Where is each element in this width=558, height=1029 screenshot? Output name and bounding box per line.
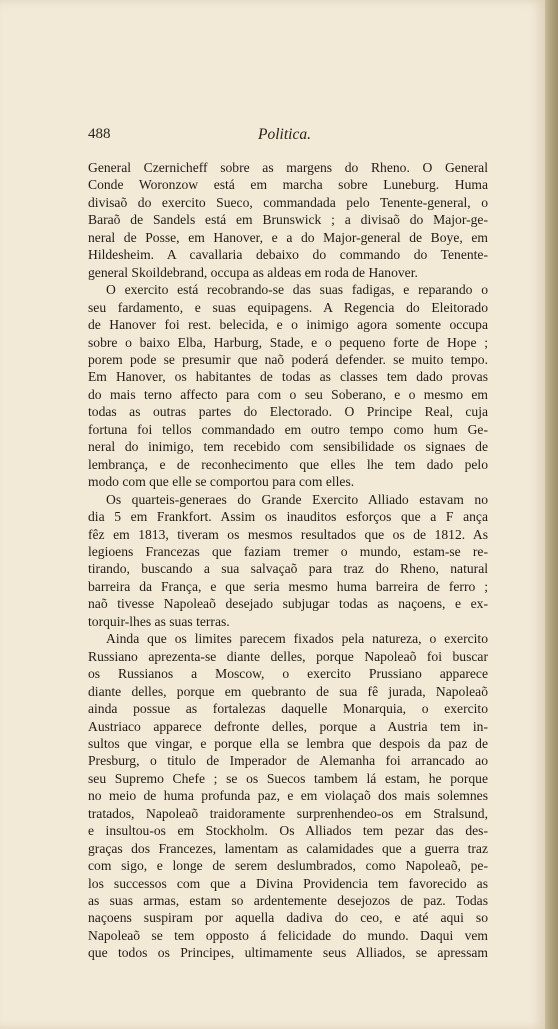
text-line: neral do inimigo, tem recebido com sensibilidade os signaes de — [88, 439, 488, 455]
page-number: 488 — [88, 126, 111, 142]
text-line: ainda possue as fortalezas daquelle Monarquia, o exercito — [88, 701, 488, 717]
page-header — [88, 126, 488, 148]
text-line: barreira da França, e que seria mesmo huma barreira de ferro ; — [88, 578, 488, 594]
text-line: sobre o baixo Elba, Harburg, Stade, e o pequeno forte de Hope ; — [88, 334, 488, 350]
text-line: torquir-lhes as suas terras. — [88, 613, 230, 629]
text-line: Ainda que os limites parecem fixados pela natureza, o exercito — [106, 631, 488, 647]
text-line: Hildesheim. A cavallaria debaixo do commando do Tenente- — [88, 247, 488, 263]
text-line: General Czernicheff sobre as margens do Rheno. O General — [88, 160, 488, 175]
text-line: sultos que vingar, e porque ella se lembra que despois da paz de — [88, 735, 488, 751]
text-line: Napoleaõ se tem opposto á felicidade do mundo. Daqui vem — [88, 927, 488, 943]
text-line: Russiano aprezenta-se diante delles, porque Napoleaõ foi buscar — [88, 648, 488, 664]
text-line: los successos com que a Divina Providencia tem favorecido as — [88, 875, 488, 891]
body-text — [88, 159, 488, 962]
text-line: as suas armas, estam so ardentemente desejozos de paz. Todas — [88, 893, 488, 909]
page-edge — [545, 0, 558, 1029]
text-line: do mais terno affecto para com o seu Soberano, e o mesmo em — [88, 386, 488, 402]
text-line: fortuna foi tellos commandado em outro tempo como hum Ge- — [88, 421, 488, 437]
text-line: general Skoildebrand, occupa as aldeas em roda de Hanover. — [88, 264, 418, 280]
text-line: O exercito está recobrando-se das suas fadigas, e reparando o — [106, 282, 488, 298]
text-line: Presburg, o titulo de Imperador de Alemanha foi arrancado ao — [88, 753, 488, 769]
text-line: tratados, Napoleaõ traidoramente surprenhendeo-os em Stralsund, — [88, 805, 488, 821]
running-title: Politica. — [258, 126, 311, 143]
text-line: modo com que elle se comportou para com elles. — [88, 474, 355, 490]
text-line: legioens Francezas que faziam tremer o mundo, estam-se re- — [88, 543, 488, 559]
text-line: no meio de huma profunda paz, e em violaçaõ dos mais solemnes — [88, 788, 488, 804]
text-line: porem pode se presumir que naõ poderá defender. se muito tempo. — [88, 351, 488, 367]
text-line: Conde Woronzow está em marcha sobre Luneburg. Huma — [88, 177, 488, 193]
text-line: tirando, buscando a sua salvaçaõ para traz do Rheno, natural — [88, 561, 488, 577]
text-line: neral de Posse, em Hanover, e a do Major-general de Boye, em — [88, 229, 488, 245]
text-line: os Russianos a Moscow, o exercito Prussiano apparece — [88, 666, 488, 682]
text-line: naçoens suspiram por aquella dadiva do ceo, e até aqui so — [88, 910, 488, 926]
text-line: Em Hanover, os habitantes de todas as classes tem dado provas — [88, 369, 488, 385]
text-line: de Hanover foi rest. belecida, e o inimigo agora somente occupa — [88, 317, 488, 333]
text-line: divisaõ do exercito Sueco, commandada pelo Tenente-general, o — [88, 194, 488, 210]
text-line: naõ tivesse Napoleaõ desejado subjugar todas as naçoens, e ex- — [88, 596, 488, 612]
text-line: fêz em 1813, tiveram os mesmos resultados que os de 1812. As — [88, 526, 488, 542]
text-line: e insultou-os em Stockholm. Os Alliados tem pezar das des- — [88, 823, 488, 839]
text-line: diante delles, porque em quebranto de sua fê jurada, Napoleaõ — [88, 683, 488, 699]
text-line: seu fardamento, e suas equipagens. A Regencia do Eleitorado — [88, 299, 488, 315]
text-line: com sigo, e longe de serem deslumbrados, como Napoleaõ, pe- — [88, 858, 488, 874]
text-line: Austriaco apparece defronte delles, porque a Austria tem in- — [88, 718, 488, 734]
text-line: que todos os Principes, ultimamente seus Alliados, se apressam — [88, 945, 488, 961]
text-line: todas as outras partes do Electorado. O Principe Real, cuja — [88, 404, 488, 420]
text-line: lembrança, e de reconhecimento que elles lhe tem dado pelo — [88, 456, 488, 472]
text-line: graças dos Francezes, lamentam as calamidades que a guerra traz — [88, 840, 488, 856]
text-line: Os quarteis-generaes do Grande Exercito Alliado estavam no — [106, 491, 488, 507]
text-line: Baraõ de Sandels está em Brunswick ; a divisaõ do Major-ge- — [88, 212, 488, 228]
text-line: dia 5 em Frankfort. Assim os inauditos esforços que a F ança — [88, 509, 488, 525]
text-line: seu Supremo Chefe ; se os Suecos tambem lá estam, he porque — [88, 770, 488, 786]
